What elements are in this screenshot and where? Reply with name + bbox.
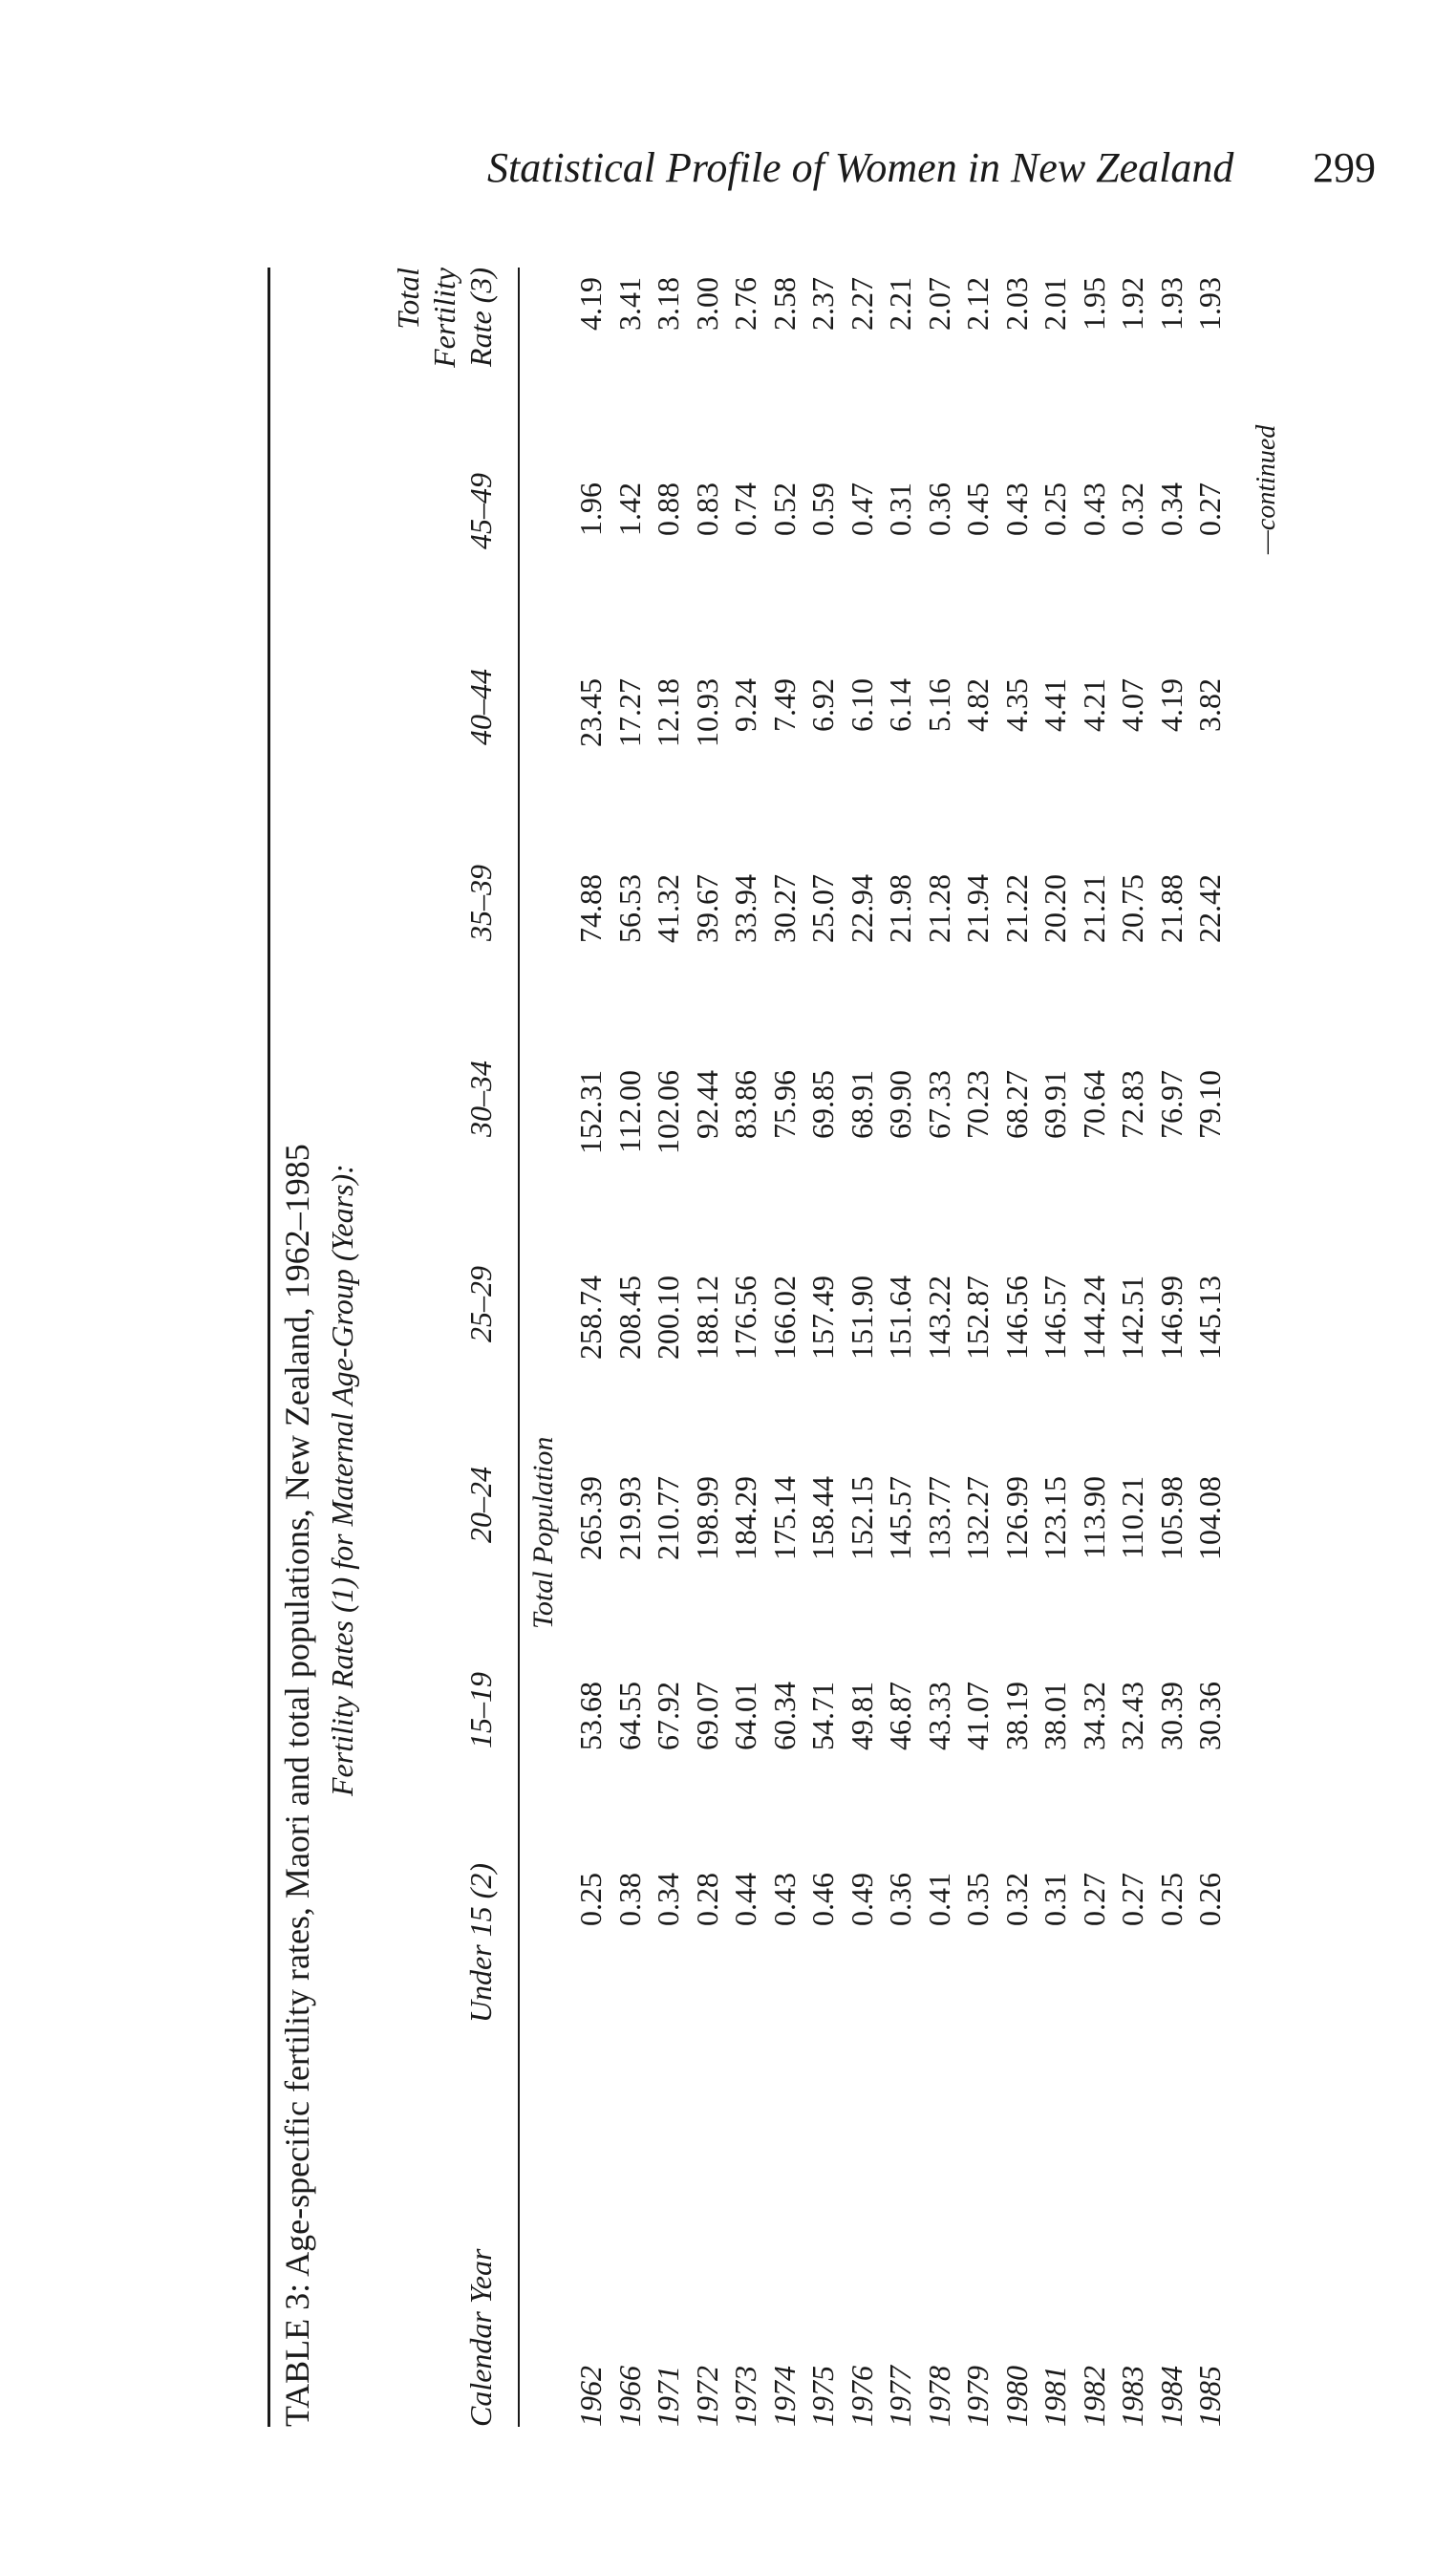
cell-total-fertility-rate: 2.27 xyxy=(844,277,879,331)
cell-45-49: 0.47 xyxy=(844,482,879,536)
cell-40-44: 3.82 xyxy=(1192,678,1227,732)
cell-45-49: 0.59 xyxy=(805,482,840,536)
cell-25-29: 143.22 xyxy=(921,1276,956,1360)
cell-year: 1985 xyxy=(1192,2366,1227,2427)
cell-20-24: 132.27 xyxy=(960,1476,995,1560)
cell-20-24: 219.93 xyxy=(611,1476,647,1560)
cell-15-19: 69.07 xyxy=(689,1682,724,1750)
cell-15-19: 43.33 xyxy=(921,1682,956,1750)
continued-note: —continued xyxy=(1252,424,1281,554)
cell-total-fertility-rate: 1.93 xyxy=(1153,277,1188,331)
cell-20-24: 104.08 xyxy=(1192,1476,1227,1560)
cell-25-29: 176.56 xyxy=(728,1276,762,1360)
cell-30-34: 68.91 xyxy=(844,1070,879,1139)
cell-45-49: 0.83 xyxy=(689,482,724,536)
cell-35-39: 25.07 xyxy=(805,874,840,943)
cell-30-34: 70.23 xyxy=(960,1070,995,1139)
cell-20-24: 184.29 xyxy=(728,1476,762,1560)
cell-40-44: 4.21 xyxy=(1076,678,1111,732)
cell-25-29: 146.57 xyxy=(1038,1276,1072,1360)
cell-25-29: 146.99 xyxy=(1153,1276,1188,1360)
cell-30-34: 69.90 xyxy=(883,1070,917,1139)
cell-15-19: 30.39 xyxy=(1153,1682,1188,1750)
table-row xyxy=(1115,268,1153,2427)
cell-30-34: 75.96 xyxy=(766,1070,802,1139)
fertility-table xyxy=(268,268,1299,2427)
cell-total-fertility-rate: 3.41 xyxy=(611,277,647,331)
cell-15-19: 64.55 xyxy=(611,1682,647,1750)
cell-year: 1976 xyxy=(844,2366,879,2427)
cell-25-29: 258.74 xyxy=(573,1276,608,1360)
cell-under-15: 0.43 xyxy=(766,1873,802,1926)
cell-year: 1966 xyxy=(611,2366,647,2427)
cell-35-39: 20.75 xyxy=(1115,874,1149,943)
cell-total-fertility-rate: 2.07 xyxy=(921,277,956,331)
cell-40-44: 6.10 xyxy=(844,678,879,732)
cell-30-34: 92.44 xyxy=(689,1070,724,1139)
cell-15-19: 32.43 xyxy=(1115,1682,1149,1750)
cell-45-49: 0.27 xyxy=(1192,482,1227,536)
cell-35-39: 30.27 xyxy=(766,874,802,943)
cell-35-39: 39.67 xyxy=(689,874,724,943)
cell-30-34: 69.85 xyxy=(805,1070,840,1139)
cell-35-39: 21.88 xyxy=(1153,874,1188,943)
cell-40-44: 4.82 xyxy=(960,678,995,732)
cell-35-39: 21.94 xyxy=(960,874,995,943)
cell-25-29: 200.10 xyxy=(651,1276,685,1360)
cell-25-29: 151.90 xyxy=(844,1276,879,1360)
cell-total-fertility-rate: 2.21 xyxy=(883,277,917,331)
cell-30-34: 68.27 xyxy=(998,1070,1034,1139)
cell-15-19: 30.36 xyxy=(1192,1682,1227,1750)
cell-25-29: 142.51 xyxy=(1115,1276,1149,1360)
table-row xyxy=(690,268,728,2427)
cell-under-15: 0.32 xyxy=(998,1873,1034,1926)
cell-35-39: 22.94 xyxy=(844,874,879,943)
cell-20-24: 198.99 xyxy=(689,1476,724,1560)
table-row xyxy=(1077,268,1115,2427)
cell-year: 1983 xyxy=(1115,2366,1149,2427)
cell-15-19: 49.81 xyxy=(844,1682,879,1750)
cell-total-fertility-rate: 2.12 xyxy=(960,277,995,331)
table-row xyxy=(999,268,1038,2427)
cell-total-fertility-rate: 2.37 xyxy=(805,277,840,331)
cell-25-29: 208.45 xyxy=(611,1276,647,1360)
cell-25-29: 157.49 xyxy=(805,1276,840,1360)
cell-total-fertility-rate: 2.03 xyxy=(998,277,1034,331)
cell-45-49: 0.31 xyxy=(883,482,917,536)
cell-45-49: 0.36 xyxy=(921,482,956,536)
cell-45-49: 0.34 xyxy=(1153,482,1188,536)
table-row xyxy=(922,268,960,2427)
cell-35-39: 74.88 xyxy=(573,874,608,943)
cell-year: 1980 xyxy=(998,2366,1034,2427)
cell-15-19: 41.07 xyxy=(960,1682,995,1750)
table-row xyxy=(767,268,805,2427)
table-row xyxy=(883,268,921,2427)
cell-20-24: 123.15 xyxy=(1038,1476,1072,1560)
cell-15-19: 34.32 xyxy=(1076,1682,1111,1750)
cell-year: 1981 xyxy=(1038,2366,1072,2427)
header-tfr-line-1: Total xyxy=(391,268,425,330)
cell-20-24: 265.39 xyxy=(573,1476,608,1560)
header-45-49: 45–49 xyxy=(463,473,498,549)
section-label: Total Population xyxy=(527,1436,559,1629)
table-row xyxy=(573,268,611,2427)
cell-30-34: 72.83 xyxy=(1115,1070,1149,1139)
header-25-29: 25–29 xyxy=(463,1266,498,1342)
table-header-rule xyxy=(518,268,520,2427)
cell-45-49: 0.25 xyxy=(1038,482,1072,536)
cell-total-fertility-rate: 2.58 xyxy=(766,277,802,331)
cell-year: 1962 xyxy=(573,2366,608,2427)
cell-year: 1984 xyxy=(1153,2366,1188,2427)
cell-35-39: 41.32 xyxy=(651,874,685,943)
page-number: 299 xyxy=(1313,144,1376,191)
cell-25-29: 144.24 xyxy=(1076,1276,1111,1360)
cell-total-fertility-rate: 4.19 xyxy=(573,277,608,331)
cell-45-49: 0.43 xyxy=(998,482,1034,536)
cell-35-39: 21.28 xyxy=(921,874,956,943)
header-tfr-line-3: Rate (3) xyxy=(463,268,498,367)
cell-45-49: 0.52 xyxy=(766,482,802,536)
cell-40-44: 9.24 xyxy=(728,678,762,732)
cell-under-15: 0.28 xyxy=(689,1873,724,1926)
cell-under-15: 0.41 xyxy=(921,1873,956,1926)
cell-15-19: 38.01 xyxy=(1038,1682,1072,1750)
header-calendar-year: Calendar Year xyxy=(463,2248,498,2427)
cell-25-29: 146.56 xyxy=(998,1276,1034,1360)
cell-25-29: 145.13 xyxy=(1192,1276,1227,1360)
cell-year: 1982 xyxy=(1076,2366,1111,2427)
cell-total-fertility-rate: 2.01 xyxy=(1038,277,1072,331)
cell-total-fertility-rate: 2.76 xyxy=(728,277,762,331)
cell-30-34: 102.06 xyxy=(651,1070,685,1154)
cell-45-49: 1.42 xyxy=(611,482,647,536)
cell-20-24: 145.57 xyxy=(883,1476,917,1560)
header-total-fertility-rate xyxy=(390,268,499,430)
header-35-39: 35–39 xyxy=(463,865,498,941)
table-row xyxy=(612,268,651,2427)
table-subcaption: Fertility Rates (1) for Maternal Age-Group (Years): xyxy=(325,1164,359,1796)
cell-year: 1977 xyxy=(883,2366,917,2427)
cell-45-49: 0.32 xyxy=(1115,482,1149,536)
cell-20-24: 175.14 xyxy=(766,1476,802,1560)
cell-under-15: 0.26 xyxy=(1192,1873,1227,1926)
header-tfr-line-2: Fertility xyxy=(427,268,461,368)
cell-15-19: 67.92 xyxy=(651,1682,685,1750)
cell-total-fertility-rate: 1.93 xyxy=(1192,277,1227,331)
header-40-44: 40–44 xyxy=(463,669,498,745)
cell-45-49: 0.43 xyxy=(1076,482,1111,536)
cell-40-44: 17.27 xyxy=(611,678,647,747)
cell-year: 1974 xyxy=(766,2366,802,2427)
cell-35-39: 21.21 xyxy=(1076,874,1111,943)
cell-under-15: 0.46 xyxy=(805,1873,840,1926)
table-row xyxy=(1154,268,1192,2427)
cell-total-fertility-rate: 3.00 xyxy=(689,277,724,331)
cell-35-39: 22.42 xyxy=(1192,874,1227,943)
cell-20-24: 113.90 xyxy=(1076,1476,1111,1559)
cell-40-44: 6.14 xyxy=(883,678,917,732)
cell-35-39: 21.98 xyxy=(883,874,917,943)
header-under-15: Under 15 (2) xyxy=(463,1863,498,2024)
running-head-title: Statistical Profile of Women in New Zealand xyxy=(487,144,1234,191)
cell-20-24: 133.77 xyxy=(921,1476,956,1560)
table-row xyxy=(728,268,766,2427)
table-row xyxy=(845,268,883,2427)
cell-15-19: 38.19 xyxy=(998,1682,1034,1750)
cell-40-44: 4.19 xyxy=(1153,678,1188,732)
table-row xyxy=(1038,268,1076,2427)
cell-under-15: 0.38 xyxy=(611,1873,647,1926)
cell-under-15: 0.49 xyxy=(844,1873,879,1926)
table-row xyxy=(1192,268,1231,2427)
cell-under-15: 0.44 xyxy=(728,1873,762,1926)
cell-30-34: 67.33 xyxy=(921,1070,956,1139)
cell-40-44: 4.35 xyxy=(998,678,1034,732)
cell-under-15: 0.25 xyxy=(1153,1873,1188,1926)
cell-15-19: 53.68 xyxy=(573,1682,608,1750)
cell-40-44: 5.16 xyxy=(921,678,956,732)
cell-45-49: 1.96 xyxy=(573,482,608,536)
cell-year: 1978 xyxy=(921,2366,956,2427)
cell-45-49: 0.45 xyxy=(960,482,995,536)
cell-20-24: 126.99 xyxy=(998,1476,1034,1560)
cell-30-34: 152.31 xyxy=(573,1070,608,1154)
cell-under-15: 0.34 xyxy=(651,1873,685,1926)
cell-40-44: 12.18 xyxy=(651,678,685,747)
cell-35-39: 56.53 xyxy=(611,874,647,943)
cell-20-24: 158.44 xyxy=(805,1476,840,1560)
cell-40-44: 6.92 xyxy=(805,678,840,732)
cell-40-44: 4.07 xyxy=(1115,678,1149,732)
cell-35-39: 20.20 xyxy=(1038,874,1072,943)
cell-year: 1972 xyxy=(689,2366,724,2427)
table-row xyxy=(805,268,844,2427)
cell-40-44: 4.41 xyxy=(1038,678,1072,732)
cell-25-29: 188.12 xyxy=(689,1276,724,1360)
cell-total-fertility-rate: 3.18 xyxy=(651,277,685,331)
cell-25-29: 152.87 xyxy=(960,1276,995,1360)
cell-15-19: 64.01 xyxy=(728,1682,762,1750)
table-row xyxy=(960,268,998,2427)
cell-20-24: 105.98 xyxy=(1153,1476,1188,1560)
cell-under-15: 0.31 xyxy=(1038,1873,1072,1926)
table-top-rule xyxy=(268,268,270,2427)
cell-30-34: 112.00 xyxy=(611,1070,647,1153)
cell-year: 1975 xyxy=(805,2366,840,2427)
cell-15-19: 60.34 xyxy=(766,1682,802,1750)
cell-year: 1971 xyxy=(651,2366,685,2427)
cell-15-19: 54.71 xyxy=(805,1682,840,1750)
cell-20-24: 110.21 xyxy=(1115,1476,1149,1559)
cell-30-34: 79.10 xyxy=(1192,1070,1227,1139)
header-20-24: 20–24 xyxy=(463,1467,498,1543)
cell-30-34: 83.86 xyxy=(728,1070,762,1139)
cell-40-44: 7.49 xyxy=(766,678,802,732)
cell-under-15: 0.25 xyxy=(573,1873,608,1926)
cell-year: 1979 xyxy=(960,2366,995,2427)
header-15-19: 15–19 xyxy=(463,1672,498,1748)
cell-25-29: 151.64 xyxy=(883,1276,917,1360)
cell-40-44: 10.93 xyxy=(689,678,724,747)
cell-25-29: 166.02 xyxy=(766,1276,802,1360)
cell-30-34: 76.97 xyxy=(1153,1070,1188,1139)
table-row xyxy=(651,268,689,2427)
cell-total-fertility-rate: 1.95 xyxy=(1076,277,1111,331)
header-30-34: 30–34 xyxy=(463,1061,498,1137)
cell-under-15: 0.27 xyxy=(1115,1873,1149,1926)
cell-35-39: 33.94 xyxy=(728,874,762,943)
cell-15-19: 46.87 xyxy=(883,1682,917,1750)
cell-under-15: 0.35 xyxy=(960,1873,995,1926)
cell-30-34: 69.91 xyxy=(1038,1070,1072,1139)
cell-45-49: 0.74 xyxy=(728,482,762,536)
cell-20-24: 210.77 xyxy=(651,1476,685,1560)
cell-total-fertility-rate: 1.92 xyxy=(1115,277,1149,331)
cell-under-15: 0.36 xyxy=(883,1873,917,1926)
table-caption: TABLE 3: Age-specific fertility rates, Maori and total populations, New Zealand, 1962–1985 xyxy=(278,1144,316,2427)
cell-20-24: 152.15 xyxy=(844,1476,879,1560)
cell-under-15: 0.27 xyxy=(1076,1873,1111,1926)
cell-30-34: 70.64 xyxy=(1076,1070,1111,1139)
cell-year: 1973 xyxy=(728,2366,762,2427)
cell-45-49: 0.88 xyxy=(651,482,685,536)
cell-35-39: 21.22 xyxy=(998,874,1034,943)
running-head xyxy=(487,143,1385,192)
cell-40-44: 23.45 xyxy=(573,678,608,747)
